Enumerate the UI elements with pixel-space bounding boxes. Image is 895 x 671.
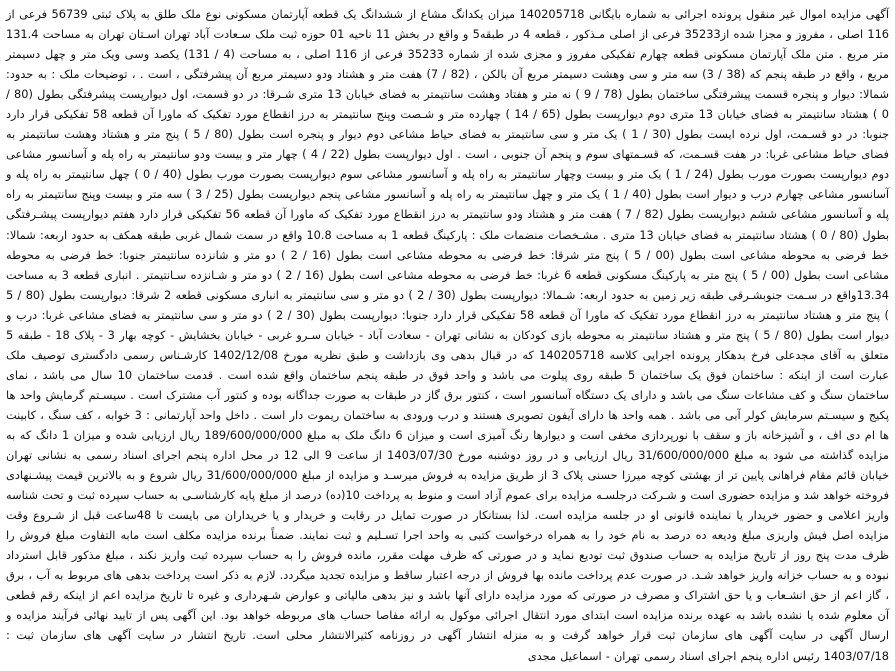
auction-notice-text: آگهی مزایده اموال غیر منقول پرونده اجرائی به شماره بایگانی 140205718 میزان یکدانگ مشاع از ششدانگ یک قطعه آپارتمان مسکونی نوع ملک طلق به پلاک ثبتی 56739 فرعی از 116 اصلی ، مفروز و مجزا شده از35233 فرعی از اصلی مـذکور ، قطعه 4 در طبقه5 و واقع در بخش 11 ناحیه 01 حوزه ثبت ملک سـعادت آباد تهران اسـتان تهران به مساحت 131.4 متر مربع . متن ملک آپارتمان مسکونی قطعه چهارم تفکیکی مفروز و مجزی شده از شماره 35233 فرعی از 116 اصلی ، به مساحت (4 / 131) یکصد وسی ویک متر و چهل دسیمتر مربع ، واقع در طبقه پنجم که (38 / 3) سه متر و سی وهشت دسیمتر مربع آن بالکن ، (82 / 7) هفت متر و هشتاد ودو دسیمتر مربع آن پیشرفتگی ، است . ، توضیحات ملک : به حدود: شمالا: دیوار و پنجره قسمت پیشرفتگی ساختمان بطول (78 / 9 ) نه متر و هفتاد وهشت سانتیمتر به فضای خیابان 13 متری شـرقا: در دو قسمت، اول دیوارپست پیشرفتگی بطول (80 / 0 ) هشتاد سانتیمتر به فضای خیابان 13 متری دوم دیوارپست بطول (65 / 14 ) چهارده متر و شـصت وپنج سانتیمتر به درز انقطاع مورد تفکیک که ماورا آن قطعه 58 تفکیکی قرار دارد جنوبا: در دو قسـمت، اول نرده ایست بطول (30 / 1 ) یک متر و سی سانتیمتر به فضای حیاط مشاعی دوم دیوار و پنجره است بطول (80 / 5 ) پنج متر و هشتاد وهشت سانتیمتر به فضای حیاط مشاعی غربا: در هفت قسـمت، که قسـمتهای سوم و پنجم آن جنوبی ، است . اول دیوارپست بطول (22 / 4 ) چهار متر و بیست ودو سانتیمتر به راه پله و آسانسور مشاعی دوم دیوارپست بصورت مورب بطول (24 / 1 ) یک متر و بیست وچهار سانتیمتر به راه پله و آسانسور مشاعی سوم دیوارپست بصورت مورب بطول (40 / 0 ) چهل سانتیمتر به راه پله و آسانسور مشاعی چهارم درب و دیوار است بطول (40 / 1 ) یک متر و چهل سانتیمتر به راه پله و آسانسور مشاعی پنجم دیوارپست بطول (25 / 3 ) سه متر و بیست وپنج سانتیمتر به راه پله و آسانسور مشاعی ششم دیوارپست بطول (82 / 7 ) هفت متر و هشتاد ودو سانتیمتر به درز انقطاع مورد تفکیک که ماورا آن قطعه 56 تفکیکی قرار دارد هفتم دیوارپست پیشـرفتگی بطول (80 / 0 ) هشتاد سانتیمتر به فضای خیابان 13 متری . مشـخصات منضمات ملک : پارکینگ قطعه 1 به مساحت 10.8 واقع در سمت شمال غربی طبقه همکف به حدود اربعه: شمالا: خط فرضی به محوطه مشاعی است بطول (00 / 5 ) پنج متر شرقا: خط فرضی به محوطه مشاعی است بطول (16 / 2 ) دو متر و شانزده سانتیمتر جنوبا: خط فرضی به محوطه مشاعی است بطول (00 / 5 ) پنج متر به پارکینگ مسکونی قطعه 6 غربا: خط فرضی به محوطه مشاعی است بطول (16 / 2 ) دو متر و شـانزده سـانتیمتر . انباری قطعه 3 به مساحت 13.34واقع در سـمت جنوبشـرقی طبقه زیر زمین به حدود اربعه: شـمالا: دیوارپست بطول (30 / 2 ) دو متر و سی سانتیمتر به انباری مسکونی قطعه 2 شرقا: دیوارپست بطول (80 / 5 ) پنج متر و هشتاد سانتیمتر به درز انقطاع مورد تفکیک که ماورا آن قطعه 58 تفکیکی قرار دارد جنوبا: دیوارپست بطول (30 / 2 ) دو متر و سی سانتیمتر به فضای مشاعی غربا: درب و دیوار است بطول (80 / 5 ) پنج متر و هشتاد سانتیمتر به محوطه بازی کودکان به نشانی تهران - سعادت آباد - خیابان سـرو غربی - خیابان بخشایش - کوچه بهار 3 - پلاک 18 - طبقه 5 متعلق به آقای مجدعلی فرخ بدهکار پرونده اجرایی کلاسه 140205718 که در قبال بدهی وی بازداشت و طبق نظریه مورخ 1402/12/08 کارشـناس رسمی دادگستری توصیف ملک عبارت است از اینکه : ساختمان فوق یک ساختمان 5 طبقه روی پیلوت می باشد و واحد فوق در طبقه پنجم ساختمان واقع شده است . قدمت ساختمان 10 سال می باشد ، نمای ساختمان سنگ و کف مشاعات سنگ می باشد و دارای یک دستگاه آسانسور است ، کنتور برق گاز در طبقات به صورت جداگانه بوده و کنتور آب مشترک است . سیسـتم گرمایش واحد ها پکیج و سیسـتم سرمایش کولر آبی می باشد . همه واحد ها دارای آیفون تصویری هستند و درب ورودی به ساختمان ریموت دار است . داخل واحد آپارتمانی : 3 خوابه ، کف سنگ ، کابینت ها ام دی اف ، و آشپزخانه باز و سقف با نورپردازی مخفی است و دیوارها رنگ آمیزی است و میزان 6 دانگ ملک به مبلغ 189/600/000/000 ریال ارزیابی شده و میزان 1 دانگ که به مزایده گذاشته می شود به مبلغ 31/600/000/000 ریال ارزیابی و در روز دوشنبه مورخ 1403/07/30 از ساعت 9 الی 12 در محل اداره پنجم اجرای اسناد رسمی به نشانی تهران خیابان قائم مقام فراهانی پایین تر از بهشتی کوچه میرزا حسنی پلاک 3 از طریق مزایده به فروش میرسـد و مزایده از مبلغ 31/600/000/000 ریال شروع و به بالاترین قیمت پیشـنهادی فروخته خواهد شد و مزایده حضوری است و شـرکت درجلسـه مزایده برای عموم آزاد است و منوط به پرداخت 10(ده) درصد از مبلغ پایه کارشناسـی به حساب سپرده ثبت و تحت شناسه واریز اعلامی و حضور خریدار یا نماینده قانونی او در جلسه مزایده است. لذا بستانکار در صورت تمایل در رقابت و خریدار و یا خریداران می بایست تا 48ساعت قبل از شـروع وقت مزایده اصل فیش واریزی مبلغ ودیعه ده درصد به نام خود را به همراه درخواست کتبی به واحد اجرا تسـلیم و ثبت نمایند. ضمناً برنده مزایده مکلف است مابه التفاوت مبلغ فروش را ظرف مدت پنج روز از تاریخ مزایده به حساب صندوق ثبت تودیع نماید و در صورتی که ظرف مهلت مقرر، مانده فروش را به حساب سپرده ثبت واریز نکند ، مبلغ مذکور قابل استرداد نبوده و به حساب خزانه واریز خواهد شـد. در صورت عدم پرداخت مانده بها فروش از درجه اعتبار ساقط و مزایده تجدید میگردد. لازم به ذکر است پرداخت بدهی های مربوط به آب ، برق ، گاز اعم از حق انشـعاب و یا حق اشتراک و مصرف در صورتی که مورد مزایده دارای آنها باشد و نیز بدهی مالیاتی و عوارض شـهرداری و غیره تا تاریخ مزایده اعم از اینکه رقم قطعی آن معلوم شده یا نشده باشد به عهده برنده مزایده است ابتدای مورد انتقال اجرائی موکول به ارائه مفاصا حساب های مربوطه خواهد بود. این آگهی پس از تایید نهائی فرآیند مزایده و ارسال آگهی در سایت آگهی های سازمان ثبت قرار خواهد گرفت و به منزله انتشار آگهی در روزنامه کثیرالانتشار محلی است. تاریخ انتشار در سایت آگهی های سازمان ثبت : 1403/07/18 رئیس اداره پنجم اجرای اسناد رسمی تهران - اسماعیل مجدی <box>5 7 890 663</box>
